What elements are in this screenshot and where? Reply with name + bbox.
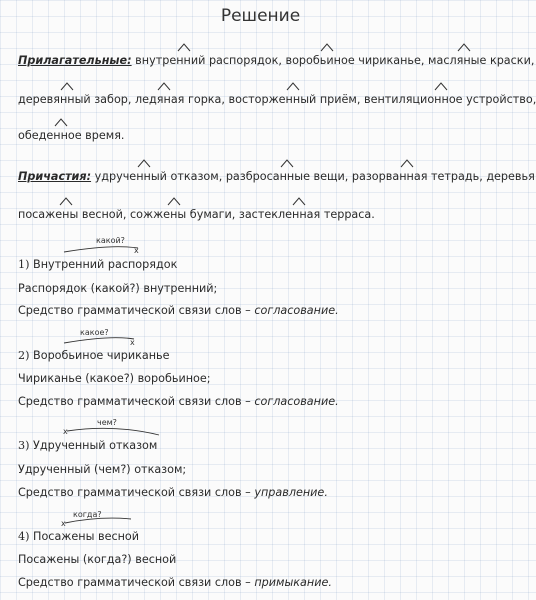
adjectives-line-2: деревя нный забор, лед яная горка, восторже нный приём, вентиляцио нное устройство, xyxy=(18,93,515,107)
suffix-mark: нн xyxy=(399,170,414,184)
suffix-arc-icon xyxy=(54,118,68,127)
diagram-question: когда? xyxy=(73,510,102,519)
item-3-analysis: Удрученный (чем?) отказом; xyxy=(18,463,187,476)
diagram-question: чем? xyxy=(97,418,117,427)
adjectives-line-3: обеде нное время. xyxy=(18,129,515,143)
page-title: Решение xyxy=(220,6,301,26)
suffix-arc-icon xyxy=(59,197,73,206)
item-4-analysis: Посажены (когда?) весной xyxy=(18,553,177,566)
suffix-arc-icon xyxy=(60,82,74,91)
diagram-question: какой? xyxy=(96,236,125,245)
suffix-arc-icon xyxy=(400,159,414,168)
suffix-mark: нн xyxy=(136,170,151,184)
suffix-mark: нн xyxy=(280,170,295,184)
item-1-phrase: 1) Внутренний распорядок xyxy=(18,258,178,271)
item-2-means: Средство грамматической связи слов – согласование. xyxy=(18,395,339,408)
suffix-mark: нн xyxy=(53,129,68,143)
suffix-mark: ьи xyxy=(320,54,334,68)
suffix-arc-icon xyxy=(320,43,334,52)
item-1-means: Средство грамматической связи слов – согласование. xyxy=(18,304,339,317)
item-3-means: Средство грамматической связи слов – управление. xyxy=(18,486,328,499)
participles-line-1: Причастия: удруче нный отказом, разброса нные вещи, разорва нная тетрадь, деревья xyxy=(18,170,515,184)
suffix-arc-icon xyxy=(137,159,151,168)
suffix-arc-icon xyxy=(167,197,181,206)
adjectives-label: Прилагательные: xyxy=(18,54,132,67)
suffix-mark: н xyxy=(62,208,69,222)
item-4-phrase: 4) Посажены весной xyxy=(18,530,140,543)
parse-diagram-4 xyxy=(55,508,165,532)
suffix-arc-icon xyxy=(177,43,191,52)
diagram-cross: х xyxy=(130,338,135,347)
suffix-arc-icon xyxy=(292,197,306,206)
suffix-mark: нн xyxy=(292,208,307,222)
suffix-arc-icon xyxy=(286,82,300,91)
item-2-analysis: Чириканье (какое?) воробьиное; xyxy=(18,372,211,385)
diagram-cross: х xyxy=(61,519,66,528)
item-2-phrase: 2) Воробьиное чириканье xyxy=(18,349,170,362)
suffix-mark: н xyxy=(170,208,177,222)
diagram-cross: х xyxy=(63,427,68,436)
suffix-mark: ян xyxy=(157,93,171,107)
diagram-cross: х xyxy=(134,246,139,255)
adjectives-line-1: Прилагательные: внутре нний распорядок, вороб ьиное чириканье, масл яные краски, xyxy=(18,54,515,68)
parse-diagram-1 xyxy=(60,234,170,256)
suffix-mark: нн xyxy=(176,54,191,68)
item-4-means: Средство грамматической связи слов – примыкание. xyxy=(18,576,332,589)
suffix-mark: ян xyxy=(457,54,471,68)
parse-diagram-2 xyxy=(60,326,170,348)
suffix-arc-icon xyxy=(434,82,448,91)
parse-diagram-3 xyxy=(55,416,165,440)
participles-line-2: посаже ны весной, сожже ны бумаги, застекле нная терраса. xyxy=(18,208,515,222)
participles-label: Причастия: xyxy=(18,170,92,183)
item-3-phrase: 3) Удрученный отказом xyxy=(18,439,158,452)
suffix-mark: нн xyxy=(60,93,75,107)
suffix-arc-icon xyxy=(457,43,471,52)
suffix-arc-icon xyxy=(157,82,171,91)
suffix-arc-icon xyxy=(280,159,294,168)
item-1-analysis: Распорядок (какой?) внутренний; xyxy=(18,282,218,295)
suffix-mark: нн xyxy=(434,93,449,107)
suffix-mark: нн xyxy=(286,93,301,107)
diagram-question: какое? xyxy=(80,328,109,337)
